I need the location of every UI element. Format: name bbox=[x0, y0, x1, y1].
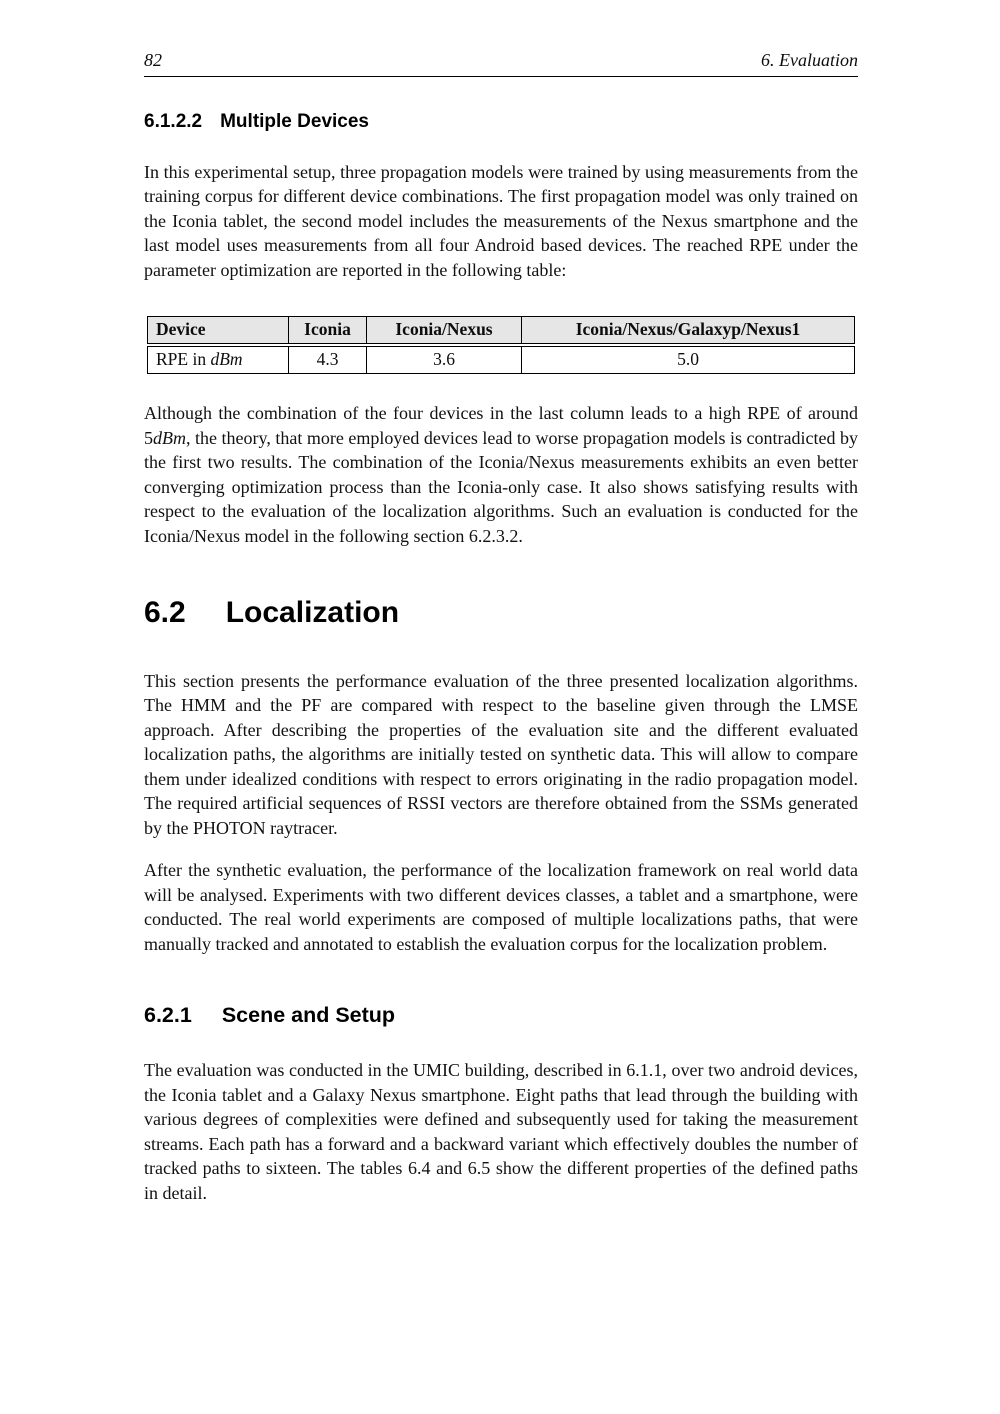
paragraph-real-world: After the synthetic evaluation, the performance of the localization framework on real world data will be analysed. Experiments with two different devices classes, a tablet and a smartphone, were conducted. The real world experiments are composed of multiple localizations paths, that were manually tracked and annotated to establish the evaluation corpus for the localization problem. bbox=[144, 860, 858, 954]
section-heading-localization bbox=[144, 596, 858, 631]
table-header-all-devices: Iconia/Nexus/Galaxyp/Nexus1 bbox=[521, 317, 854, 343]
paragraph-scene-setup: The evaluation was conducted in the UMIC building, described in 6.1.1, over two android devices, the Iconia tablet and a Galaxy Nexus smartphone. Eight paths that lead through the building with various degrees of complexities were defined and subsequently used for taking the measurement streams. Each path has a forward and a backward variant which effectively doubles the number of tracked paths to sixteen. The tables 6.4 and 6.5 show the different properties of the defined paths in detail. bbox=[144, 1060, 858, 1203]
table-header-iconia-nexus: Iconia/Nexus bbox=[366, 317, 521, 343]
p2-text-cont: , the theory, that more employed devices lead to worse propagation models is contradicted by the first two results. The combination of the Iconia/Nexus measurements exhibits an even better converging optimization process than the Iconia-only case. It also shows satisfying results with respect to the evaluation of the localization algorithms. Such an evaluation is conducted for the Iconia/Nexus model in the following section 6.2.3.2. bbox=[144, 427, 858, 546]
section-title: Multiple Devices bbox=[220, 111, 369, 132]
section-number: 6.2 bbox=[144, 596, 186, 630]
table-data-row bbox=[147, 346, 855, 374]
table-row-label bbox=[148, 347, 288, 373]
table-header-row bbox=[147, 316, 855, 344]
row-label-text: RPE in bbox=[156, 349, 211, 370]
section-title: Localization bbox=[225, 596, 400, 630]
p2-text: Although the combination of the four devices in the last column leads to a high RPE of around 5 bbox=[144, 403, 858, 448]
paragraph-experimental-setup: In this experimental setup, three propagation models were trained by using measurements from the training corpus for different device combinations. The first propagation model was only trained on the Iconia tablet, the second model includes the measurements of the Nexus smartphone and the last model uses measurements from all four Android based devices. The reached RPE under the parameter optimization are reported in the following table: bbox=[144, 161, 858, 280]
rpe-value-iconia: 4.3 bbox=[288, 347, 366, 373]
section-number: 6.2.1 bbox=[144, 1003, 192, 1028]
rpe-results-table bbox=[147, 316, 855, 374]
row-label-unit: dBm bbox=[210, 349, 243, 370]
subsubsection-heading-multiple-devices bbox=[144, 111, 858, 133]
paragraph-table-discussion bbox=[144, 401, 858, 548]
table-header-device: Device bbox=[156, 319, 206, 340]
paragraph-localization-intro: This section presents the performance evaluation of the three presented localization algorithms. The HMM and the PF are compared with respect to the baseline given through the LMSE approach. After describing the properties of the evaluation site and the different evaluated localization paths, the algorithms are initially tested on synthetic data. This will allow to compare them under idealized conditions with respect to errors originating in the radio propagation model. The required artificial sequences of RSSI vectors are therefore obtained from the SSMs generated by the PHOTON raytracer. bbox=[144, 670, 858, 838]
running-chapter-title: 6. Evaluation bbox=[761, 50, 858, 70]
page-number: 82 bbox=[144, 50, 162, 70]
subsection-heading-scene-setup bbox=[144, 1003, 858, 1028]
section-title: Scene and Setup bbox=[221, 1003, 396, 1028]
p2-dbm-unit: dBm bbox=[153, 427, 186, 448]
page-header bbox=[144, 50, 858, 77]
table-header-iconia: Iconia bbox=[288, 317, 366, 343]
section-number: 6.1.2.2 bbox=[144, 111, 203, 132]
rpe-value-iconia-nexus: 3.6 bbox=[366, 347, 521, 373]
rpe-value-all-devices: 5.0 bbox=[521, 347, 854, 373]
